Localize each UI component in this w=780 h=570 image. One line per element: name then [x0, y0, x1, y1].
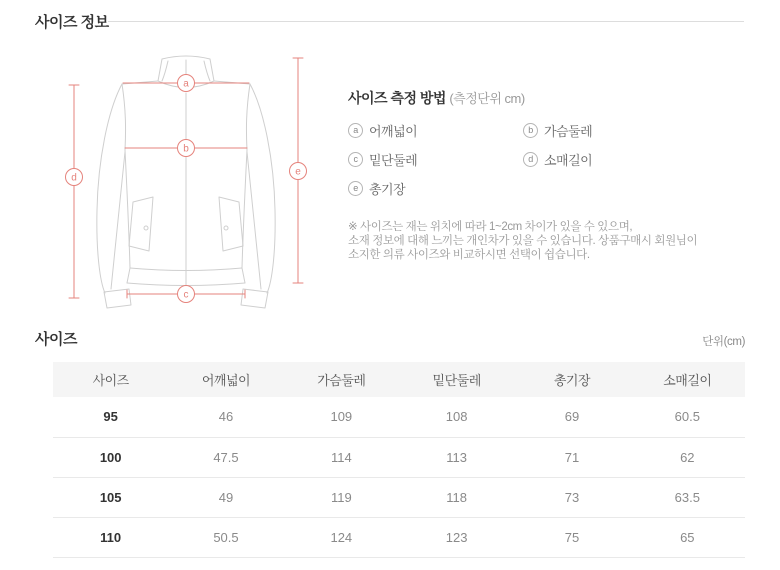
cell-length: 69: [514, 397, 629, 437]
right-pocket: [219, 197, 243, 251]
col-header-shoulder: 어깨넓이: [168, 362, 283, 397]
col-header-length: 총기장: [514, 362, 629, 397]
cell-chest: 119: [284, 477, 399, 517]
cell-chest: 114: [284, 437, 399, 477]
col-header-size: 사이즈: [53, 362, 168, 397]
cell-hem: 118: [399, 477, 514, 517]
label-e: e: [295, 166, 301, 178]
cell-sleeve: 63.5: [630, 477, 745, 517]
cell-chest: 124: [284, 517, 399, 557]
measure-unit-note: (측정단위 cm): [449, 91, 525, 106]
size-notice-line-2: 소재 정보에 대해 느끼는 개인차가 있을 수 있습니다. 상품구매시 회원님이: [348, 235, 698, 247]
cell-length: 71: [514, 437, 629, 477]
legend-item-hem: [348, 150, 523, 169]
legend-key-c: c: [348, 152, 363, 167]
cell-shoulder: 47.5: [168, 437, 283, 477]
cell-size: 110: [53, 517, 168, 557]
table-row: [53, 397, 745, 437]
cell-length: 73: [514, 477, 629, 517]
col-header-sleeve: 소매길이: [630, 362, 745, 397]
size-section-head: [35, 328, 745, 349]
legend-label-sleeve: 소매길이: [544, 153, 593, 168]
size-table-header-row: [53, 362, 745, 397]
cell-size: 95: [53, 397, 168, 437]
legend-key-b: b: [523, 123, 538, 138]
size-notice-line-3: 소지한 의류 사이즈와 비교하시면 선택이 쉽습니다.: [348, 249, 590, 261]
legend-key-d: d: [523, 152, 538, 167]
size-section-title: 사이즈: [35, 331, 77, 348]
cell-chest: 109: [284, 397, 399, 437]
cell-hem: 108: [399, 397, 514, 437]
title-divider: [108, 21, 744, 22]
measure-guide-title-text: 사이즈 측정 방법: [348, 90, 446, 106]
cell-shoulder: 46: [168, 397, 283, 437]
cell-size: 100: [53, 437, 168, 477]
cell-sleeve: 62: [630, 437, 745, 477]
table-row: [53, 517, 745, 557]
legend-item-shoulder: [348, 121, 523, 140]
cell-shoulder: 49: [168, 477, 283, 517]
legend-item-chest: [523, 121, 750, 140]
measure-guide-panel: [348, 88, 750, 262]
size-notice-line-1: ※ 사이즈는 재는 위치에 따라 1~2cm 차이가 있을 수 있으며,: [348, 221, 633, 233]
table-row: [53, 477, 745, 517]
size-table: [53, 362, 745, 558]
col-header-chest: 가슴둘레: [284, 362, 399, 397]
cell-size: 105: [53, 477, 168, 517]
col-header-hem: 밑단둘레: [399, 362, 514, 397]
measure-guide-title: [348, 88, 750, 108]
legend-label-chest: 가슴둘레: [544, 124, 593, 139]
jacket-outline: [97, 56, 275, 308]
label-a: a: [183, 78, 189, 90]
size-unit-label: 단위(cm): [702, 336, 745, 348]
legend-key-e: e: [348, 181, 363, 196]
jacket-measure-diagram: [50, 40, 330, 330]
page-title: 사이즈 정보: [35, 14, 109, 31]
cell-sleeve: 60.5: [630, 397, 745, 437]
sleeve-length-line: [69, 85, 79, 298]
legend-key-a: a: [348, 123, 363, 138]
cell-hem: 113: [399, 437, 514, 477]
size-section: [35, 328, 745, 558]
legend-label-hem: 밑단둘레: [369, 153, 418, 168]
jacket-diagram-svg: [50, 40, 330, 330]
legend-item-length: [348, 179, 523, 198]
cell-hem: 123: [399, 517, 514, 557]
legend-label-length: 총기장: [369, 182, 406, 197]
label-b: b: [183, 143, 189, 155]
left-pocket: [129, 197, 153, 251]
measure-legend: [348, 121, 750, 198]
cell-length: 75: [514, 517, 629, 557]
size-notice: [348, 220, 750, 262]
legend-item-sleeve: [523, 150, 750, 169]
cell-sleeve: 65: [630, 517, 745, 557]
cell-shoulder: 50.5: [168, 517, 283, 557]
legend-label-shoulder: 어깨넓이: [369, 124, 418, 139]
label-d: d: [71, 172, 77, 184]
label-c: c: [183, 289, 189, 301]
table-row: [53, 437, 745, 477]
